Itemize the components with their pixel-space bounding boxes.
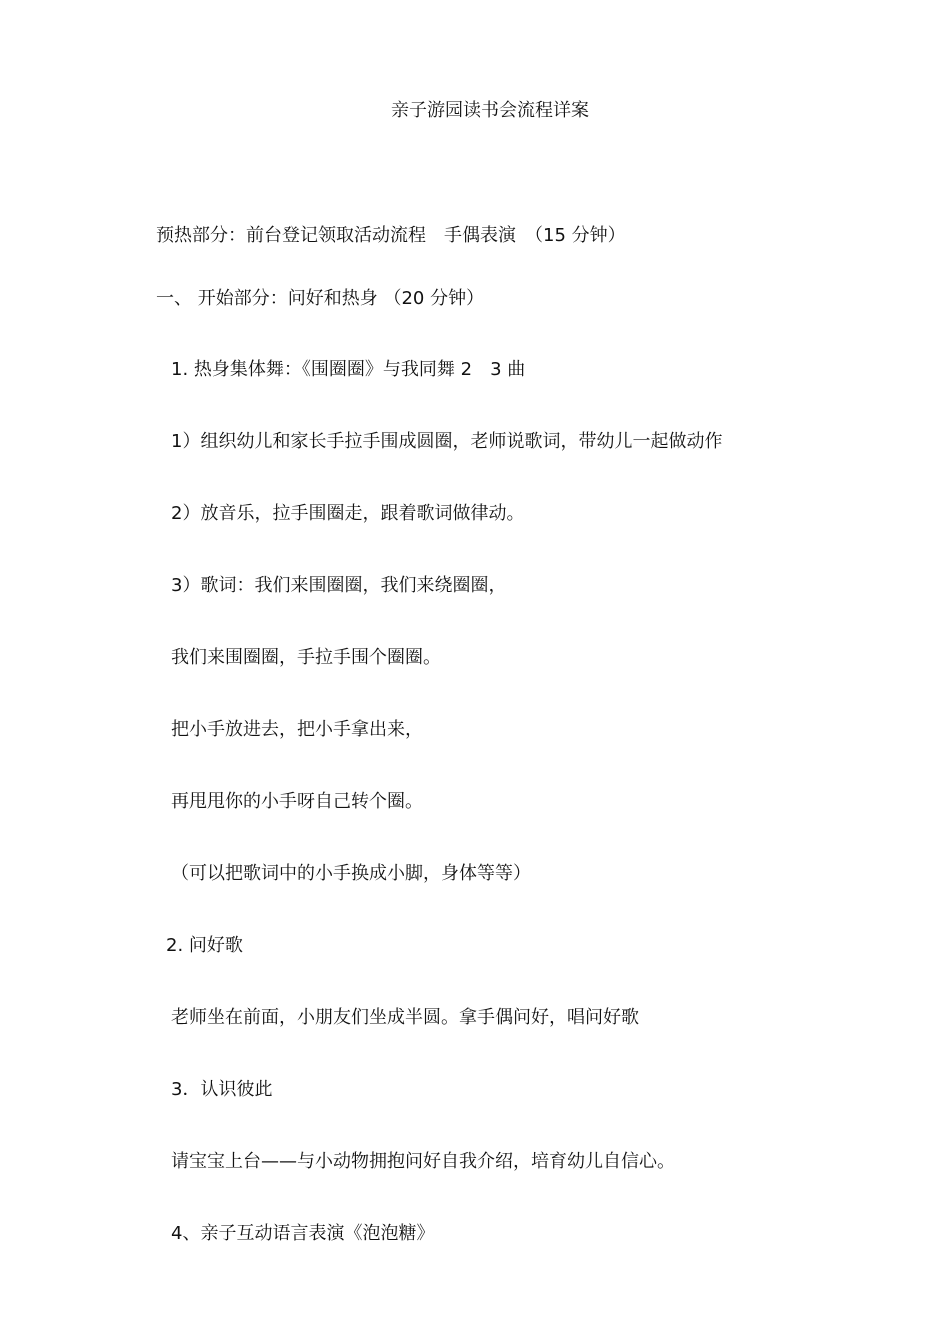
lyrics-line-4: 再甩甩你的小手呀自己转个圈。	[171, 791, 423, 812]
item-1-heading: 1. 热身集体舞：《围圈圈》与我同舞 2 3 曲	[171, 359, 526, 380]
document-title: 亲子游园读书会流程详案	[391, 100, 589, 121]
lyrics-note: （可以把歌词中的小手换成小脚，身体等等）	[171, 863, 531, 884]
warmup-line: 预热部分：前台登记领取活动流程 手偶表演 （15 分钟）	[156, 225, 626, 246]
lyrics-line-2: 我们来围圈圈，手拉手围个圈圈。	[171, 647, 441, 668]
item-4-heading: 4、亲子互动语言表演《泡泡糖》	[171, 1223, 435, 1244]
item-3-text: 请宝宝上台——与小动物拥抱问好自我介绍，培育幼儿自信心。	[171, 1151, 675, 1172]
section-one-heading: 一、 开始部分：问好和热身 （20 分钟）	[156, 288, 485, 309]
item-2-heading: 2. 问好歌	[166, 935, 243, 956]
item-3-heading: 3．认识彼此	[171, 1079, 273, 1100]
item-2-text: 老师坐在前面，小朋友们坐成半圆。拿手偶问好，唱问好歌	[171, 1007, 639, 1028]
step-2-line: 2）放音乐，拉手围圈走，跟着歌词做律动。	[171, 503, 525, 524]
step-1-line: 1）组织幼儿和家长手拉手围成圆圈，老师说歌词，带幼儿一起做动作	[171, 431, 723, 452]
step-3-line: 3）歌词：我们来围圈圈，我们来绕圈圈，	[171, 575, 507, 596]
lyrics-line-3: 把小手放进去，把小手拿出来，	[171, 719, 423, 740]
